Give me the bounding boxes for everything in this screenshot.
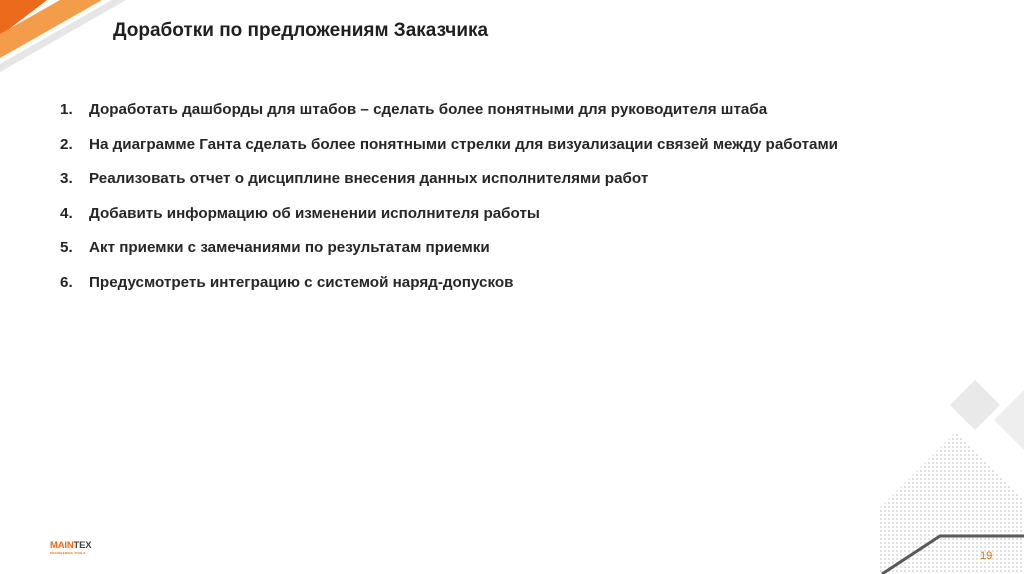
list-item-number: 4. [60, 204, 73, 222]
list-item-text: Добавить информацию об изменении исполнителя работы [89, 204, 540, 222]
requirements-list [60, 101, 838, 308]
list-item-text: Реализовать отчет о дисциплине внесения данных исполнителями работ [89, 170, 649, 187]
list-item-number: 2. [60, 135, 73, 153]
diamond-pattern-decoration [860, 370, 1024, 574]
list-item-text: На диаграмме Ганта сделать более понятными стрелки для визуализации связей между работами [89, 135, 839, 153]
list-item [60, 101, 838, 136]
list-item [60, 274, 838, 309]
list-item [60, 239, 838, 274]
list-item [60, 136, 838, 171]
list-item-number: 5. [60, 239, 73, 256]
slide-number: 19 [980, 550, 993, 562]
list-item-text: Акт приемки с замечаниями по результатам приемки [89, 239, 490, 256]
page-title: Доработки по предложениям Заказчика [113, 20, 489, 41]
logo-wordmark: MAINTEX ENGINEERING TOOLS [50, 540, 92, 555]
list-item-text: Предусмотреть интеграцию с системой наряд-допусков [89, 273, 514, 291]
list-item [60, 170, 838, 205]
company-logo [50, 541, 100, 561]
list-item-text: Доработать дашборды для штабов – сделать более понятными для руководителя штаба [89, 101, 768, 118]
list-item-number: 6. [60, 273, 73, 291]
list-item [60, 205, 838, 240]
list-item-number: 3. [60, 170, 73, 187]
list-item-number: 1. [60, 101, 73, 118]
